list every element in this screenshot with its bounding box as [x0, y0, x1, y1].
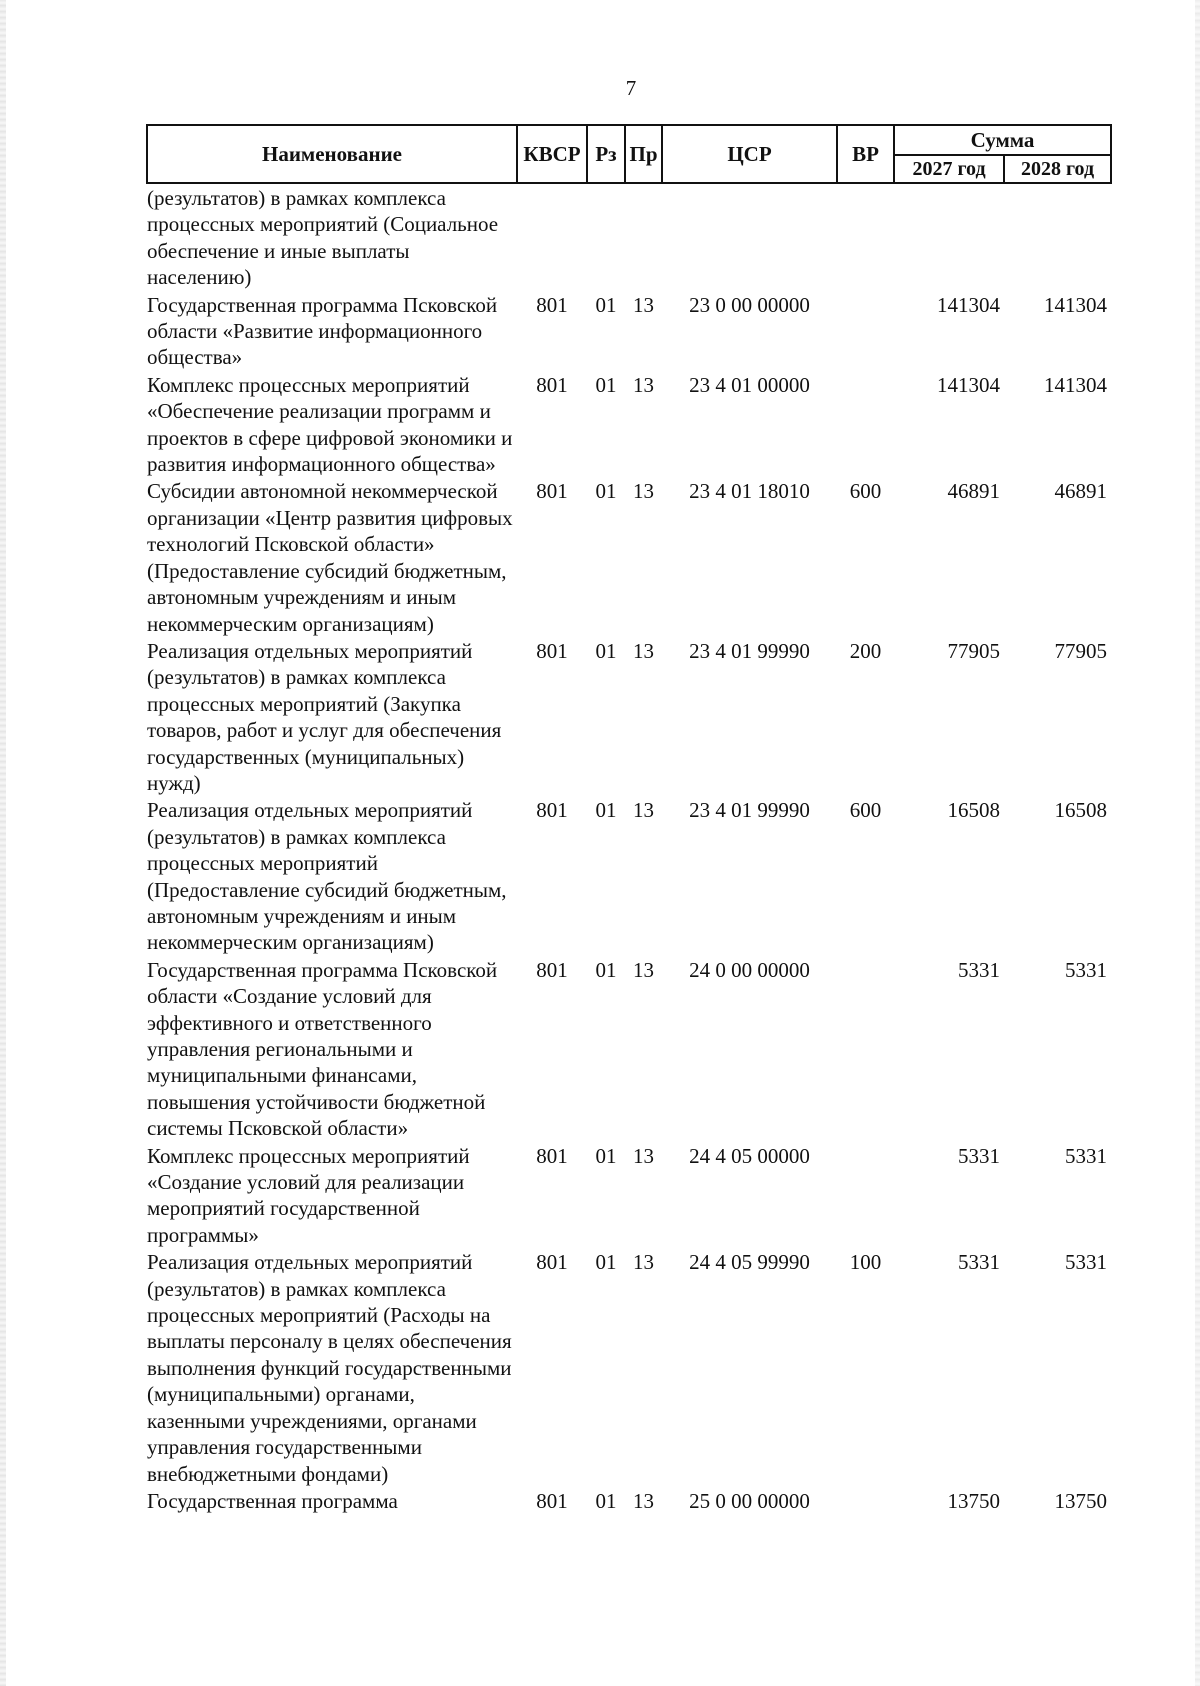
cell-name: Реализация отдельных мероприятий (результатов) в рамках комплекса процессных мероприятий (Расходы на выплаты персоналу в целях обеспечения выполнения функций государственными (муниципальными) органами, казенными учреждениями, органами управления государственными внебюджетными фондами) [147, 1250, 512, 1486]
cell-sum-2028: 141304 [1044, 292, 1107, 317]
cell-rz: 01 [595, 1250, 617, 1275]
table-row [147, 477, 1111, 636]
table-row [147, 1248, 1111, 1487]
cell-pr: 13 [633, 1250, 654, 1275]
table-row [147, 183, 1111, 291]
header-csr: ЦСР [662, 125, 837, 183]
cell-pr: 13 [633, 638, 654, 663]
cell-name: Государственная программа Псковской области «Развитие информационного общества» [147, 292, 498, 370]
cell-pr: 13 [633, 957, 654, 982]
cell-sum-2028: 77905 [1054, 638, 1107, 663]
table-header [147, 125, 1111, 183]
cell-name: Комплекс процессных мероприятий «Создание условий для реализации мероприятий государственной программы» [147, 1143, 470, 1247]
header-pr: Пр [625, 125, 662, 183]
table-row [147, 796, 1111, 955]
header-vr: ВР [837, 125, 894, 183]
cell-csr: 23 0 00 00000 [689, 292, 810, 317]
cell-kvsr: 801 [536, 1488, 568, 1513]
cell-rz: 01 [595, 957, 617, 982]
cell-sum-2027: 77905 [947, 638, 1000, 663]
cell-vr [837, 1142, 894, 1249]
cell-vr [837, 183, 894, 291]
table-body [147, 183, 1111, 1514]
cell-name: Государственная программа [147, 1488, 398, 1513]
cell-csr: 25 0 00 00000 [689, 1488, 810, 1513]
cell-rz: 01 [595, 372, 617, 397]
cell-sum-2028: 13750 [1054, 1488, 1107, 1513]
cell-csr: 24 0 00 00000 [689, 957, 810, 982]
cell-name: Реализация отдельных мероприятий (результатов) в рамках комплекса процессных мероприятий (Предоставление субсидий бюджетным, автономным учреждениям и иным некоммерческим организациям) [147, 798, 507, 955]
cell-sum-2028: 5331 [1065, 1250, 1107, 1275]
cell-pr: 13 [633, 479, 654, 504]
cell-csr: 23 4 01 99990 [689, 798, 810, 823]
cell-kvsr: 801 [536, 1143, 568, 1168]
cell-vr: 200 [849, 638, 882, 663]
cell-sum-2028: 5331 [1065, 957, 1107, 982]
cell-pr: 13 [633, 1143, 654, 1168]
page-number: 7 [625, 76, 637, 100]
cell-rz: 01 [595, 479, 617, 504]
cell-vr: 600 [849, 798, 882, 823]
cell-kvsr: 801 [536, 372, 568, 397]
cell-sum-2028: 16508 [1054, 798, 1107, 823]
cell-kvsr: 801 [536, 479, 568, 504]
cell-kvsr: 801 [536, 957, 568, 982]
cell-vr [837, 956, 894, 1142]
cell-csr: 24 4 05 99990 [689, 1250, 810, 1275]
cell-rz: 01 [595, 798, 617, 823]
cell-sum-2027: 141304 [937, 292, 1000, 317]
cell-pr: 13 [633, 798, 654, 823]
table-row [147, 291, 1111, 371]
cell-sum-2027: 5331 [958, 1250, 1000, 1275]
cell-sum-2028: 5331 [1065, 1143, 1107, 1168]
cell-csr: 23 4 01 00000 [689, 372, 810, 397]
budget-table [146, 124, 1112, 1514]
cell-kvsr: 801 [536, 798, 568, 823]
cell-vr [837, 1487, 894, 1514]
header-name: Наименование [147, 125, 517, 183]
cell-sum-2028: 46891 [1054, 479, 1107, 504]
table-row [147, 956, 1111, 1142]
cell-csr: 24 4 05 00000 [689, 1143, 810, 1168]
cell-vr: 100 [849, 1250, 882, 1275]
cell-vr [837, 291, 894, 371]
header-year-2027: 2027 год [894, 155, 1004, 183]
cell-rz [587, 183, 625, 291]
cell-name: Государственная программа Псковской области «Создание условий для эффективного и ответственного управления региональными и муниципальными финансами, повышения устойчивости бюджетной системы Псковской области» [147, 957, 498, 1141]
cell-sum-2027: 5331 [958, 957, 1000, 982]
cell-kvsr: 801 [536, 638, 568, 663]
cell-pr: 13 [633, 372, 654, 397]
cell-kvsr [517, 183, 587, 291]
cell-vr [837, 371, 894, 478]
scan-edge-right [1195, 0, 1200, 1686]
header-kvsr: КВСР [517, 125, 587, 183]
header-sum: Сумма [894, 125, 1111, 155]
header-year-2028: 2028 год [1004, 155, 1111, 183]
cell-sum-2027: 5331 [958, 1143, 1000, 1168]
scan-edge-left [0, 0, 6, 1686]
cell-rz: 01 [595, 638, 617, 663]
cell-rz: 01 [595, 1488, 617, 1513]
cell-csr: 23 4 01 18010 [689, 479, 810, 504]
cell-rz: 01 [595, 292, 617, 317]
cell-name: (результатов) в рамках комплекса процессных мероприятий (Социальное обеспечение и иные выплаты населению) [147, 186, 499, 290]
cell-sum-2028: 141304 [1044, 372, 1107, 397]
cell-sum-2028 [1004, 183, 1111, 291]
cell-name: Субсидии автономной некоммерческой организации «Центр развития цифровых технологий Псковской области» (Предоставление субсидий бюджетным, автономным учреждениям и иным некоммерческим организациям) [147, 479, 513, 636]
cell-sum-2027: 46891 [947, 479, 1000, 504]
cell-csr: 23 4 01 99990 [689, 638, 810, 663]
cell-sum-2027: 141304 [937, 372, 1000, 397]
cell-kvsr: 801 [536, 1250, 568, 1275]
cell-vr: 600 [849, 479, 882, 504]
cell-pr: 13 [633, 1488, 654, 1513]
table-row [147, 1487, 1111, 1514]
cell-rz: 01 [595, 1143, 617, 1168]
header-rz: Рз [587, 125, 625, 183]
table-row [147, 637, 1111, 796]
table-row [147, 1142, 1111, 1249]
table-row [147, 371, 1111, 478]
cell-csr [662, 183, 837, 291]
cell-kvsr: 801 [536, 292, 568, 317]
cell-pr: 13 [633, 292, 654, 317]
cell-name: Реализация отдельных мероприятий (результатов) в рамках комплекса процессных мероприятий (Закупка товаров, работ и услуг для обеспечения государственных (муниципальных) нужд) [147, 638, 502, 795]
cell-sum-2027: 16508 [947, 798, 1000, 823]
cell-name: Комплекс процессных мероприятий «Обеспечение реализации программ и проектов в сфере цифровой экономики и развития информационного общества» [147, 372, 513, 477]
cell-sum-2027 [894, 183, 1004, 291]
cell-sum-2027: 13750 [947, 1488, 1000, 1513]
cell-pr [625, 183, 662, 291]
